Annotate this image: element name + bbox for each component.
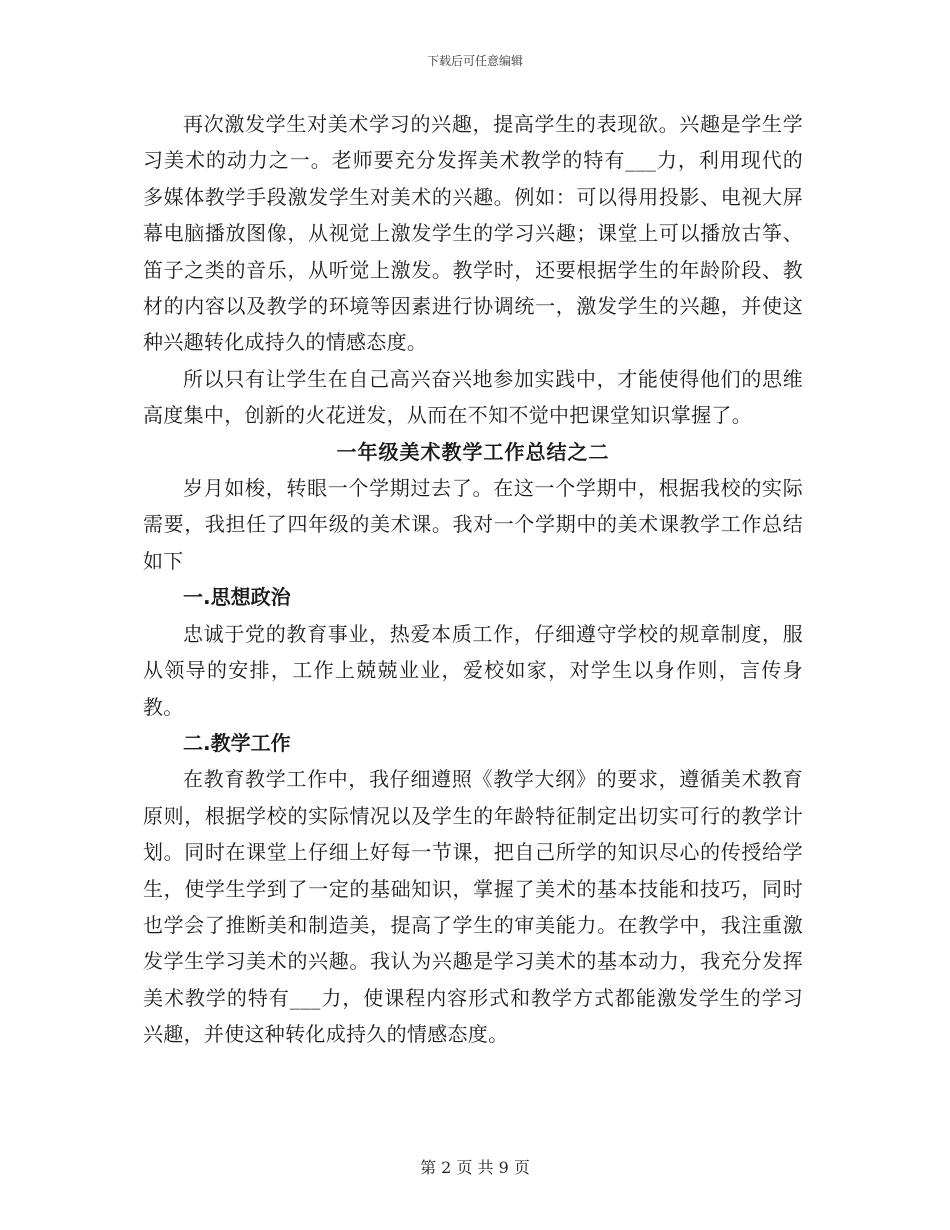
heading-teaching: 二.教学工作 bbox=[183, 730, 291, 755]
paragraph-2: 所以只有让学生在自己高兴奋兴地参加实践中，才能使得他们的思维高度集中，创新的火花迸发，从而在不知不觉中把课堂知识掌握了。 bbox=[143, 366, 803, 428]
heading-politics: 一.思想政治 bbox=[183, 585, 291, 610]
page-header-note: 下载后可任意编辑 bbox=[426, 54, 523, 68]
document-body bbox=[143, 106, 803, 1053]
paragraph-3: 岁月如梭，转眼一个学期过去了。在这一个学期中，根据我校的实际需要，我担任了四年级的美术课。我对一个学期中的美术课教学工作总结如下 bbox=[143, 476, 803, 573]
paragraph-1: 再次激发学生对美术学习的兴趣，提高学生的表现欲。兴趣是学生学习美术的动力之一。老师要充分发挥美术教学的特有___力，利用现代的多媒体教学手段激发学生对美术的兴趣。例如：可以得用投影、电视大屏幕电脑播放图像，从视觉上激发学生的学习兴趣；课堂上可以播放古筝、笛子之类的音乐，从听觉上激发。教学时，还要根据学生的年龄阶段、教材的内容以及教学的环境等因素进行协调统一，激发学生的兴趣，并使这种兴趣转化成持久的情感态度。 bbox=[143, 112, 803, 355]
page-number: 第 2 页 共 9 页 bbox=[420, 1158, 530, 1177]
paragraph-5: 在教育教学工作中，我仔细遵照《教学大纲》的要求，遵循美术教育原则，根据学校的实际情况以及学生的年龄特征制定出切实可行的教学计划。同时在课堂上仔细上好每一节课，把自己所学的知识尽心的传授给学生，使学生学到了一定的基础知识，掌握了美术的基本技能和技巧，同时也学会了推断美和制造美，提高了学生的审美能力。在教学中，我注重激发学生学习美术的兴趣。我认为兴趣是学习美术的基本动力，我充分发挥美术教学的特有___力，使课程内容形式和教学方式都能激发学生的学习兴趣，并使这种转化成持久的情感态度。 bbox=[143, 767, 803, 1047]
paragraph-4: 忠诚于党的教育事业，热爱本质工作，仔细遵守学校的规章制度，服从领导的安排，工作上兢兢业业，爱校如家，对学生以身作则，言传身教。 bbox=[143, 621, 803, 719]
section-title: 一年级美术教学工作总结之二 bbox=[336, 439, 610, 464]
